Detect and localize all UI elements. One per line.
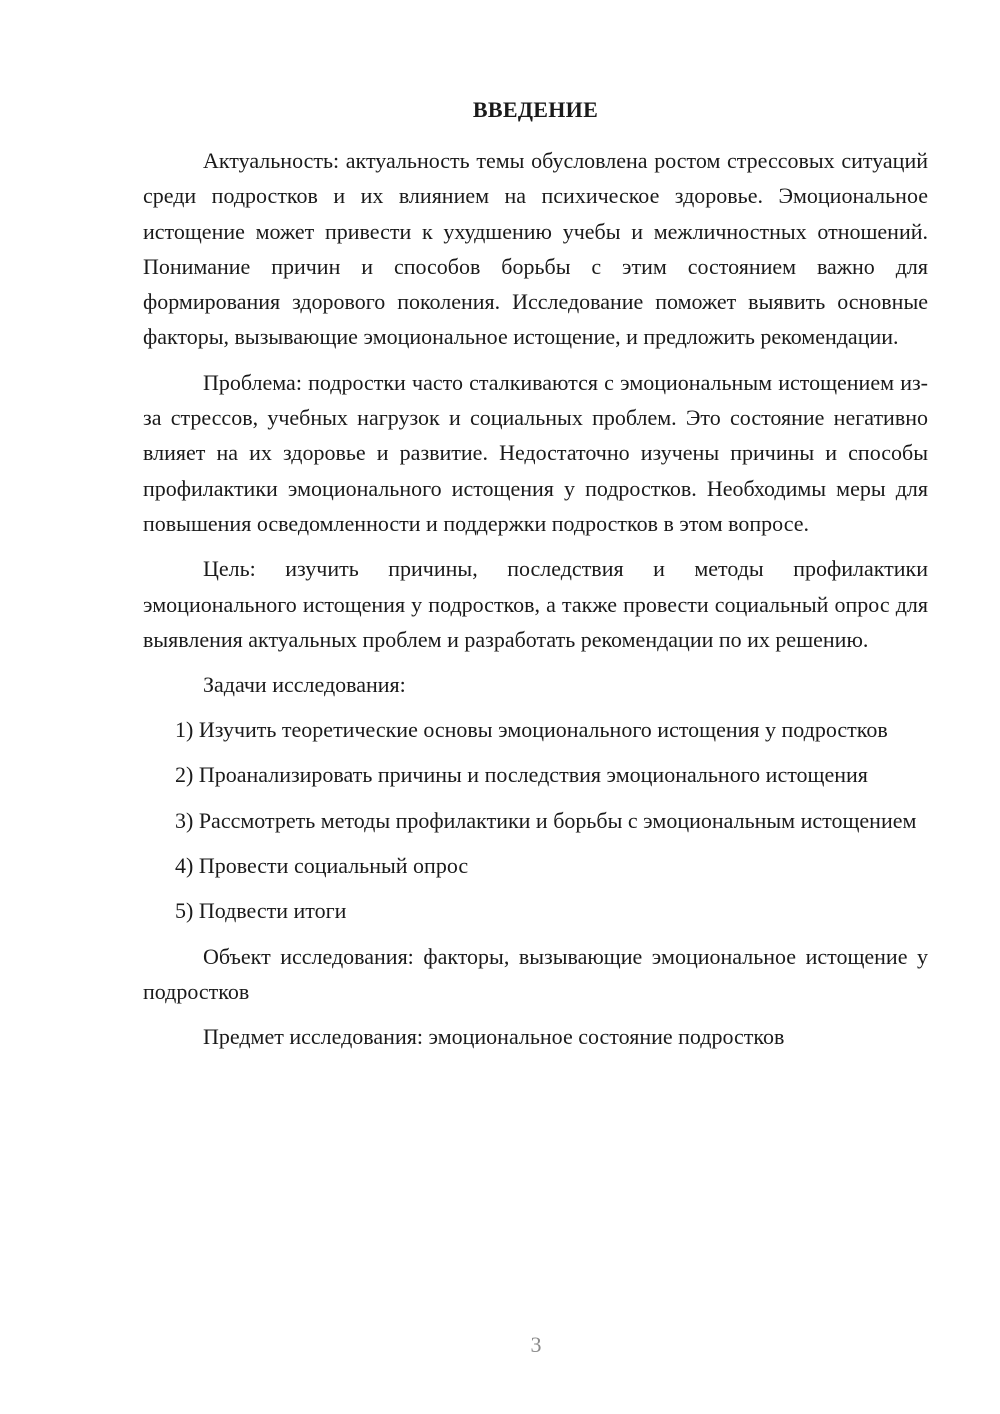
subject-paragraph: Предмет исследования: эмоциональное состояние подростков <box>203 1024 785 1050</box>
object-paragraph: Объект исследования: факторы, вызывающие эмоциональное истощение у подростков <box>143 943 928 1004</box>
task-item-3: 3) Рассмотреть методы профилактики и борьбы с эмоциональным истощением <box>175 807 917 833</box>
task-item-5: 5) Подвести итоги <box>175 898 347 924</box>
tasks-label: Задачи исследования: <box>203 672 406 698</box>
goal-paragraph: Цель: изучить причины, последствия и методы профилактики эмоционального истощения у подростков, а также провести социальный опрос для выявления актуальных проблем и разработать рекомендации по их решению. <box>143 556 928 652</box>
page-number: 3 <box>530 1332 542 1357</box>
task-item-1: 1) Изучить теоретические основы эмоционального истощения у подростков <box>175 717 888 743</box>
relevance-paragraph: Актуальность: актуальность темы обусловлена ростом стрессовых ситуаций среди подростков и их влиянием на психическое здоровье. Эмоциональное истощение может привести к ухудшению учебы и межличностных отношений. Понимание причин и способов борьбы с этим состоянием важно для формирования здорового поколения. Исследование поможет выявить основные факторы, вызывающие эмоциональное истощение, и предложить рекомендации. <box>143 148 928 350</box>
document-page <box>143 92 928 1065</box>
page-title: ВВЕДЕНИЕ <box>472 97 599 122</box>
task-item-2: 2) Проанализировать причины и последствия эмоционального истощения <box>175 762 868 788</box>
problem-paragraph: Проблема: подростки часто сталкиваются с эмоциональным истощением из-за стрессов, учебных нагрузок и социальных проблем. Это состояние негативно влияет на их здоровье и развитие. Недостаточно изучены причины и способы профилактики эмоционального истощения у подростков. Необходимы меры для повышения осведомленности и поддержки подростков в этом вопросе. <box>143 369 928 536</box>
task-item-4: 4) Провести социальный опрос <box>175 853 469 879</box>
